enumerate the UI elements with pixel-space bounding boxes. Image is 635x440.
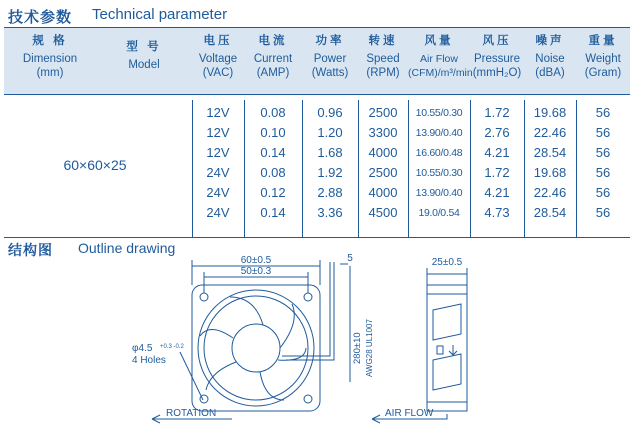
column-header [192,34,244,80]
table-cell: 2.76 [484,125,510,140]
table-cell: 24V [206,185,230,200]
hole-diameter-label: φ4.5 [132,343,153,354]
column-header-en: Speed (RPM) [366,53,400,79]
column-header [358,34,408,80]
outline-title-en: Outline drawing [78,240,176,256]
column-header [302,34,358,80]
column-header [524,34,576,80]
mount-hole-tr [304,293,312,301]
table-cell: 0.08 [260,105,286,120]
column-header-en: Dimension (mm) [22,53,78,79]
table-cell: 28.54 [533,205,567,220]
column-header-cn: 规 格 [32,35,68,47]
column-divider [408,100,409,238]
column-header-cn: 电流 [258,35,288,47]
column-divider [470,100,471,238]
outline-title-cn: 结构图 [8,242,53,258]
column-divider [524,100,525,238]
section-title-cn: 技术参数 [8,9,73,26]
table-cell: 2500 [368,105,398,120]
column-header-cn: 噪声 [535,35,565,47]
table-cell: 13.90/0.40 [415,127,463,139]
table-cell: 56 [595,105,611,120]
airflow-label: AIR FLOW [385,408,434,419]
column-header-cn: 重量 [588,35,618,47]
column-header-en: Power (Watts) [311,53,349,79]
fan-hub [232,324,280,372]
table-cell: 24V [206,205,230,220]
column-header-en: Air Flow (CFM)/m³/min [408,53,473,79]
table-cell: 4.21 [484,145,510,160]
fan-housing-circle [198,290,314,406]
header-top-rule [4,27,630,28]
column-header-en: Current (AMP) [253,53,293,79]
dim-25-label: 25±0.5 [431,257,463,268]
table-cell: 10.55/0.30 [415,107,463,119]
table-cell: 0.08 [260,165,286,180]
table-cell: 19.0/0.54 [418,207,460,219]
column-header-en: Noise (dBA) [535,53,565,79]
column-header [470,34,524,80]
table-cell: 16.60/0.48 [415,147,463,159]
table-cell: 56 [595,125,611,140]
column-divider [576,100,577,238]
column-header-cn: 转速 [368,35,398,47]
mount-hole-tl [200,293,208,301]
table-cell: 12V [206,145,230,160]
table-cell: 28.54 [533,145,567,160]
column-header-en: Weight (Gram) [584,53,622,79]
hole-count-label: 4 Holes [132,355,166,366]
table-cell: 4500 [368,205,398,220]
table-cell: 13.90/0.40 [415,187,463,199]
mount-hole-br [304,395,312,403]
table-cell: 4.73 [484,205,510,220]
table-cell: 1.68 [317,145,343,160]
table-cell: 56 [595,165,611,180]
table-cell: 22.46 [533,125,567,140]
fan-blade-circle [204,296,308,400]
column-header [96,34,192,72]
table-cell: 2.88 [317,185,343,200]
column-header [408,34,473,80]
column-header [244,34,302,80]
column-header-cn: 功率 [315,35,345,47]
fan-frame-front [192,285,320,411]
table-cell: 0.12 [260,185,286,200]
dim-50-label: 50±0.3 [240,266,272,277]
column-header-en: Pressure (mmH₂O) [472,53,522,79]
table-cell: 10.55/0.30 [415,167,463,179]
table-cell: 0.96 [317,105,343,120]
table-cell: 1.72 [484,165,510,180]
table-cell: 4.21 [484,185,510,200]
table-cell: 19.68 [533,105,567,120]
table-cell: 4000 [368,185,398,200]
column-header-cn: 风压 [482,35,512,47]
hole-tolerance-label: +0.3 -0.2 [160,344,184,350]
column-header-en: Voltage (VAC) [198,53,238,79]
column-header [4,34,96,80]
column-header-en: Model [128,59,160,71]
table-cell: 56 [595,185,611,200]
table-cell: 12V [206,105,230,120]
column-header [576,34,630,80]
cable-spec-label: AWG28 UL1007 [365,319,374,377]
table-cell: 19.68 [533,165,567,180]
table-cell: 1.92 [317,165,343,180]
table-cell: 0.14 [260,145,286,160]
table-cell: 56 [595,205,611,220]
table-cell: 2500 [368,165,398,180]
column-divider [302,100,303,238]
column-header-cn: 型 号 [126,41,162,53]
column-header-cn: 风量 [424,35,454,47]
table-cell: 0.10 [260,125,286,140]
section-title-en: Technical parameter [92,6,228,23]
table-cell: 4000 [368,145,398,160]
table-cell: 22.46 [533,185,567,200]
table-cell: 0.14 [260,205,286,220]
table-cell: 56 [595,145,611,160]
dimension-value: 60×60×25 [63,157,127,173]
dim-5-label: 5 [347,253,353,264]
cable-length-label: 280±10 [352,332,363,364]
table-cell: 3.36 [317,205,343,220]
table-cell: 1.72 [484,105,510,120]
rotation-label: ROTATION [166,408,217,419]
column-divider [244,100,245,238]
dim-60-label: 60±0.5 [240,255,272,266]
table-cell: 3300 [368,125,398,140]
column-header-cn: 电压 [203,35,233,47]
table-cell: 1.20 [317,125,343,140]
column-divider [358,100,359,238]
header-bottom-rule [4,94,630,95]
table-cell: 24V [206,165,230,180]
table-cell: 12V [206,125,230,140]
outline-drawing [0,252,635,440]
table-bottom-rule [4,237,630,238]
column-divider [192,100,193,238]
